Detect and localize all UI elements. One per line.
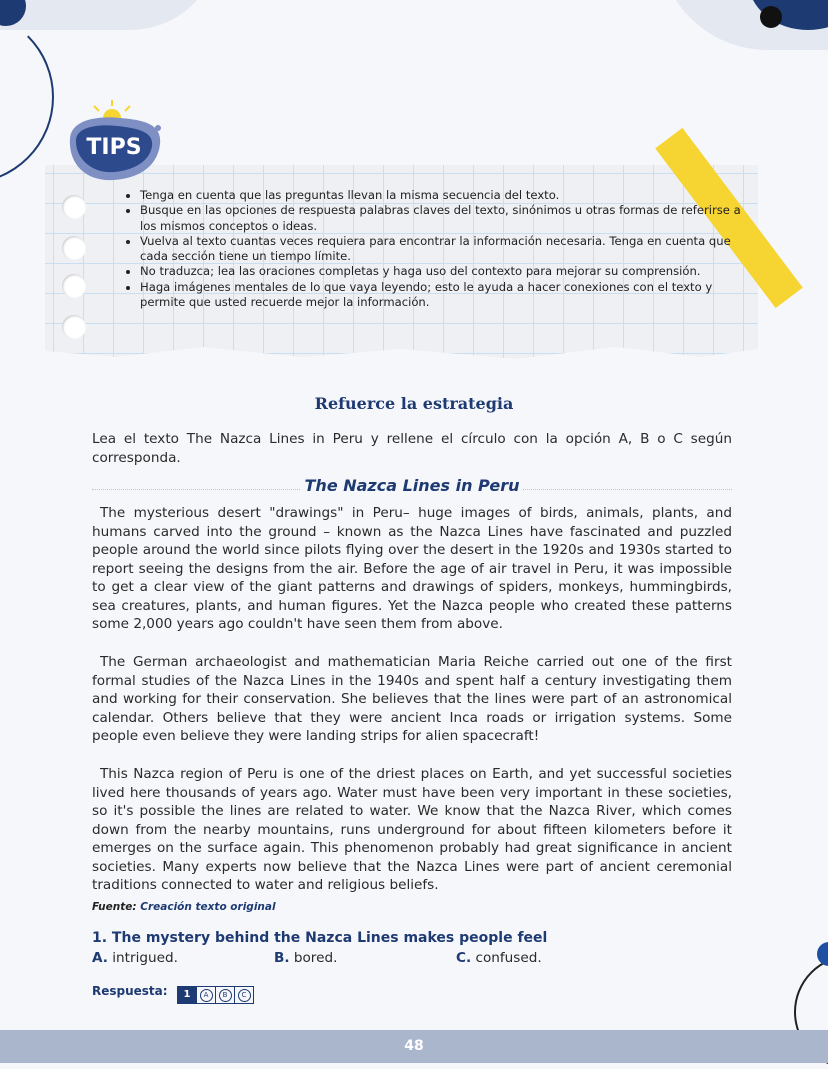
answer-bubble-b[interactable]: B	[215, 987, 234, 1003]
tip-item: • Haga imágenes mentales de lo que vaya leyendo; esto le ayuda a hacer conexiones con el texto y permite que usted recuerde mejor la información.	[140, 280, 750, 311]
answer-label: Respuesta:	[92, 984, 168, 998]
option-letter: B.	[274, 950, 290, 966]
tip-item: • Tenga en cuenta que las preguntas llevan la misma secuencia del texto.	[140, 188, 750, 203]
reading-paragraph: The mysterious desert "drawings" in Peru– huge images of birds, animals, plants, and humans carved into the ground – known as the Nazca Lines have fascinated and puzzled people around the world since pilots flying over the desert in the 1920s and 1930s started to report seeing the designs from the air. Before the age of air travel in Peru, it was impossible to get a clear view of the giant patterns and drawings of spiders, monkeys, hummingbirds, sea creatures, plants, and human figures. Yet the Nazca people who created these patterns some 2,000 years ago couldn't have seen them from above.	[92, 505, 732, 632]
option-text: bored.	[293, 950, 338, 966]
paper-hole	[62, 274, 86, 298]
tip-item: • Vuelva al texto cuantas veces requiera para encontrar la información necesaria. Tenga en cuenta que cada sección tiene un tiempo límite.	[140, 234, 750, 265]
ring-decoration-left	[0, 10, 54, 184]
answer-bubble-a[interactable]: A	[196, 987, 215, 1003]
source-label: Fuente:	[92, 901, 137, 913]
page-number: 48	[404, 1038, 424, 1054]
tips-list	[116, 188, 750, 310]
tips-badge-icon	[62, 98, 164, 184]
source-value: Creación texto original	[140, 901, 276, 913]
corner-blob-top-left	[0, 0, 220, 30]
option-b	[274, 950, 337, 966]
paper-hole	[62, 195, 86, 219]
dot-decoration-top-right	[760, 6, 782, 28]
tips-badge-label: TIPS	[86, 135, 142, 160]
reading-title	[92, 476, 732, 502]
dot-decoration-bottom-right	[817, 942, 828, 966]
tip-item: • No traduzca; lea las oraciones completas y haga uso del contexto para mejorar su comprensión.	[140, 264, 750, 279]
answer-number: 1	[178, 987, 196, 1003]
option-text: confused.	[475, 950, 542, 966]
question-text: 1. The mystery behind the Nazca Lines makes people feel	[92, 930, 548, 946]
option-letter: A.	[92, 950, 108, 966]
reading-title-text: The Nazca Lines in Peru	[301, 476, 524, 495]
paper-hole	[62, 315, 86, 339]
option-a	[92, 950, 178, 966]
answer-bubbles	[177, 986, 254, 1004]
tip-item: • Busque en las opciones de respuesta palabras claves del texto, sinónimos u otras formas de referirse a los mismos conceptos o ideas.	[140, 203, 750, 234]
option-letter: C.	[456, 950, 472, 966]
paper-hole	[62, 236, 86, 260]
answer-bubble-c[interactable]: C	[234, 987, 253, 1003]
section-title: Refuerce la estrategia	[314, 394, 514, 413]
source-note	[92, 901, 276, 913]
instruction-text: Lea el texto The Nazca Lines in Peru y rellene el círculo con la opción A, B o C según corresponda.	[92, 431, 732, 466]
reading-paragraph: This Nazca region of Peru is one of the driest places on Earth, and yet successful societies lived here thousands of years ago. Water must have been very important in these societies, so it's possible the lines are related to water. We know that the Nazca River, which comes down from the nearby mountains, runs underground for about fifteen kilometers before it emerges on the surface again. This phenomenon probably had great significance in ancient societies. Many experts now believe that the Nazca Lines were part of ancient ceremonial traditions connected to water and religious beliefs.	[92, 766, 732, 893]
option-text: intrigued.	[112, 950, 178, 966]
option-c	[456, 950, 542, 966]
reading-paragraph: The German archaeologist and mathematician Maria Reiche carried out one of the first formal studies of the Nazca Lines in the 1940s and spent half a century investigating them and working for their conservation. She believes that the lines were part of an astronomical calendar. Others believe that they were ancient Inca roads or irrigation systems. Some people even believe they were landing strips for alien spacecraft!	[92, 654, 732, 744]
